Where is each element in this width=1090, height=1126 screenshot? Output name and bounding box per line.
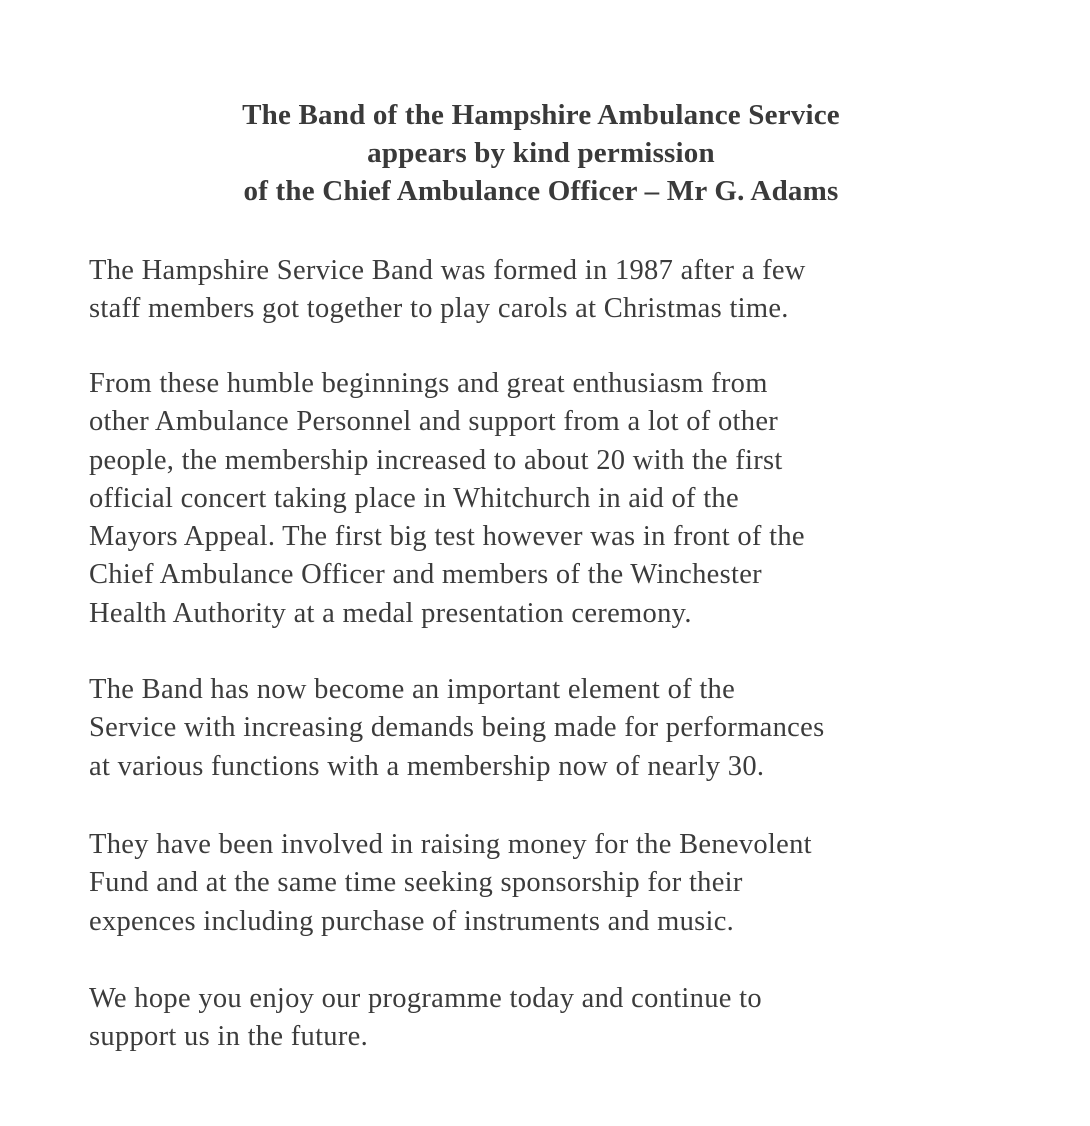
text-line: The Hampshire Service Band was formed in 1987 after a few xyxy=(89,255,806,286)
text-line: people, the membership increased to about 20 with the first xyxy=(89,444,783,476)
text-line: support us in the future. xyxy=(89,1021,369,1053)
text-line: Fund and at the same time seeking sponsorship for their xyxy=(89,867,743,899)
text-line: From these humble beginnings and great enthusiasm from xyxy=(89,368,768,399)
text-line: Mayors Appeal. The first big test however was in front of the xyxy=(89,521,805,553)
text-line: other Ambulance Personnel and support from a lot of other xyxy=(89,406,779,438)
text-line: The Band has now become an important element of the xyxy=(89,674,736,705)
text-line: staff members got together to play carols at Christmas time. xyxy=(89,293,789,325)
paragraph-beginnings xyxy=(89,365,1029,633)
paragraph-importance xyxy=(89,671,1029,786)
text-line: Health Authority at a medal presentation ceremony. xyxy=(89,597,692,629)
heading-line: of the Chief Ambulance Officer – Mr G. Adams xyxy=(243,175,839,207)
text-line: Chief Ambulance Officer and members of the Winchester xyxy=(89,559,762,591)
text-line: We hope you enjoy our programme today and continue to xyxy=(89,983,762,1014)
paragraph-closing xyxy=(89,980,1029,1057)
paragraph-formation xyxy=(89,252,1029,329)
heading-line: The Band of the Hampshire Ambulance Service xyxy=(242,99,840,131)
heading-line: appears by kind permission xyxy=(367,137,715,169)
text-line: Service with increasing demands being made for performances xyxy=(89,712,825,744)
text-line: official concert taking place in Whitchurch in aid of the xyxy=(89,482,739,514)
page-heading xyxy=(0,96,1082,210)
text-line: They have been involved in raising money for the Benevolent xyxy=(89,829,812,860)
paragraph-fundraising xyxy=(89,826,1029,941)
text-line: expences including purchase of instruments and music. xyxy=(89,905,735,937)
text-line: at various functions with a membership now of nearly 30. xyxy=(89,750,765,782)
